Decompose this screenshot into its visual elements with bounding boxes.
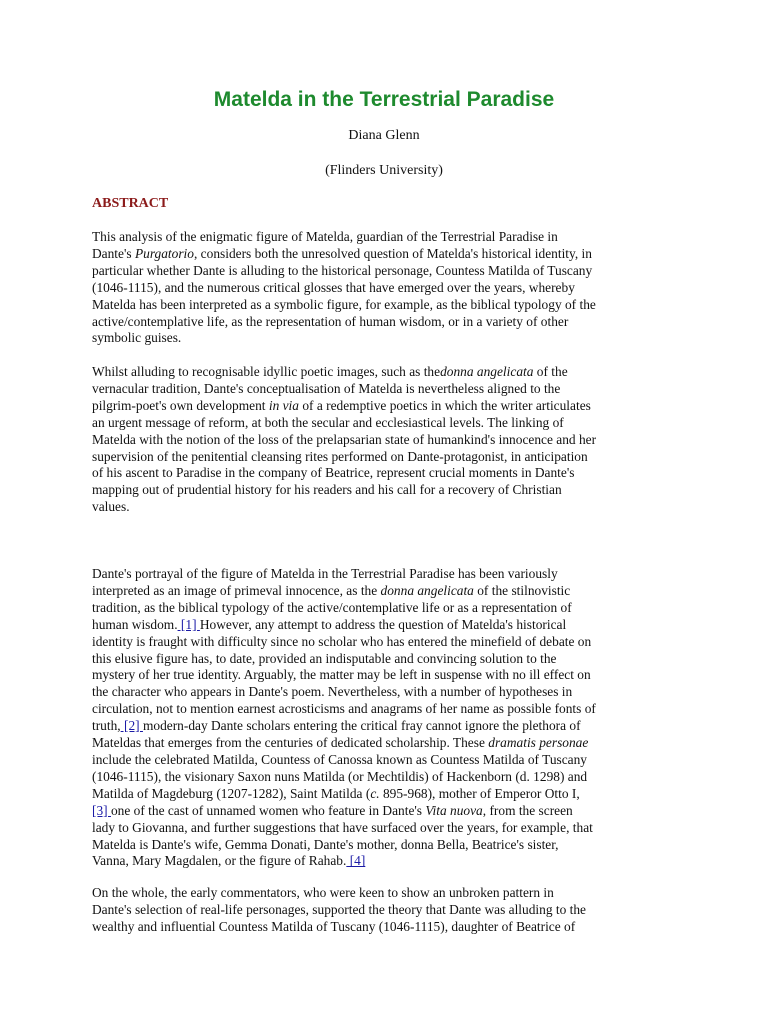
text-line (92, 853, 682, 870)
text-line (92, 330, 682, 347)
text-run: circulation, not to mention earnest acrosticisms and anagrams of her name as possible fonts of (92, 701, 596, 717)
text-line (92, 465, 682, 482)
text-run: values. (92, 499, 130, 515)
text-line (92, 803, 682, 820)
text-run: supervision of the penitential cleansing rites performed on Dante-protagonist, in anticipation (92, 448, 588, 464)
text-line (92, 651, 682, 668)
text-run: pilgrim-poet's own development (92, 397, 269, 413)
text-line (92, 885, 682, 902)
text-line (92, 600, 682, 617)
text-line (92, 499, 682, 516)
author-name: Diana Glenn (348, 128, 420, 143)
body-paragraph-2 (92, 885, 682, 936)
text-line (92, 398, 682, 415)
italic-text: dramatis personae (488, 735, 589, 751)
text-run: (1046-1115), the visionary Saxon nuns Matilda (or Mechtildis) of Hackenborn (d. 1298) and (92, 768, 588, 784)
text-run: of the (533, 364, 568, 379)
text-run: Matelda is Dante's wife, Gemma Donati, Dante's mother, donna Bella, Beatrice's sister, (92, 836, 559, 852)
text-line (92, 415, 682, 432)
text-run: active/contemplative life, as the representation of human wisdom, or in a variety of other (92, 313, 569, 329)
italic-text: donna angelicata (380, 582, 474, 598)
text-line (92, 297, 682, 314)
italic-text: Vita nuova (425, 802, 483, 818)
text-line (92, 617, 682, 634)
text-run: tradition, as the biblical typology of the active/contemplative life or as a representation of (92, 599, 572, 615)
text-line (92, 718, 682, 735)
abstract-paragraph-1 (92, 229, 682, 347)
abstract-heading: ABSTRACT (92, 196, 169, 211)
text-line (92, 902, 682, 919)
text-run: wealthy and influential Countess Matilda of Tuscany (1046-1115), daughter of Beatrice of (92, 918, 576, 934)
text-line (92, 246, 682, 263)
document-title: Matelda in the Terrestrial Paradise (213, 88, 555, 111)
text-line (92, 752, 682, 769)
text-line (92, 634, 682, 651)
text-run: (1046-1115), and the numerous critical glosses that have emerged over the years, whereby (92, 279, 575, 295)
text-run: of a redemptive poetics in which the writer articulates (298, 397, 591, 413)
text-line (92, 701, 682, 718)
text-line (92, 820, 682, 837)
text-run: vernacular tradition, Dante's conceptualisation of Matelda is nevertheless aligned to the (92, 380, 561, 396)
text-line (92, 837, 682, 854)
text-run: truth, (92, 718, 121, 734)
text-run: this elusive figure has, to date, provided an indisputable and convincing solution to the (92, 650, 557, 666)
author-affiliation: (Flinders University) (325, 163, 443, 178)
text-run: Mateldas that emerges from the centuries of dedicated scholarship. These (92, 735, 489, 751)
footnote-link[interactable]: [1] (177, 616, 200, 632)
text-line (92, 381, 682, 398)
text-line (92, 280, 682, 297)
text-line (92, 583, 682, 600)
text-line (92, 449, 682, 466)
italic-text: Purgatorio (134, 245, 194, 261)
abstract-paragraph-2 (92, 364, 682, 516)
text-run: Dante's selection of real-life personages, supported the theory that Dante was alluding to the (92, 901, 586, 917)
text-run: particular whether Dante is alluding to the historical personage, Countess Matilda of Tuscany (92, 262, 593, 278)
text-line (92, 919, 682, 936)
text-run: one of the cast of unnamed women who feature in Dante's (110, 802, 426, 818)
text-line (92, 263, 682, 280)
italic-text: in via (268, 397, 299, 413)
italic-text: donna angelicata (440, 364, 534, 379)
text-run: However, any attempt to address the question of Matelda's historical (199, 616, 567, 632)
text-run: Matelda with the notion of the loss of the prelapsarian state of humankind's innocence and her (92, 431, 597, 447)
text-line (92, 684, 682, 701)
text-run: , considers both the unresolved question of Matelda's historical identity, in (193, 245, 592, 261)
text-run: identity is fraught with difficulty since no scholar who has entered the minefield of debate on (92, 633, 592, 649)
text-run: mapping out of prudential history for his readers and his call for a recovery of Christian (92, 482, 562, 498)
text-run: of the stilnovistic (473, 582, 571, 598)
text-run: Whilst alluding to recognisable idyllic poetic images, such as the (92, 364, 441, 379)
text-run: the character who appears in Dante's poem. Nevertheless, with a number of hypotheses in (92, 684, 573, 700)
text-line (92, 566, 682, 583)
text-run: of his ascent to Paradise in the company of Beatrice, represent crucial moments in Dante's (92, 465, 575, 481)
text-line (92, 769, 682, 786)
text-line (92, 786, 682, 803)
text-run: mystery of her true identity. Arguably, the matter may be left in suspense with no ill effect on (92, 667, 591, 683)
text-line (92, 314, 682, 331)
footnote-link[interactable]: [4] (346, 853, 366, 869)
text-line (92, 432, 682, 449)
text-run: , from the screen (482, 802, 573, 818)
text-run: Dante's (92, 245, 135, 261)
text-run: symbolic guises. (92, 330, 182, 346)
text-run: Matilda of Magdeburg (1207-1282), Saint Matilda ( (92, 785, 371, 801)
text-line (92, 229, 682, 246)
text-run: On the whole, the early commentators, who were keen to show an unbroken pattern in (92, 885, 554, 900)
text-run: Vanna, Mary Magdalen, or the figure of Rahab. (92, 853, 347, 869)
text-run: Dante's portrayal of the figure of Matelda in the Terrestrial Paradise has been variously (92, 566, 558, 581)
text-run: 895-968), mother of Emperor Otto I, (379, 785, 580, 801)
text-run: This analysis of the enigmatic figure of Matelda, guardian of the Terrestrial Paradise in (92, 229, 558, 244)
text-run: human wisdom. (92, 616, 178, 632)
italic-text: c. (370, 785, 380, 801)
text-line (92, 364, 682, 381)
text-line (92, 667, 682, 684)
text-run: lady to Giovanna, and further suggestions that have surfaced over the years, for example, that (92, 819, 593, 835)
text-run: modern-day Dante scholars entering the critical fray cannot ignore the plethora of (142, 718, 581, 734)
text-line (92, 735, 682, 752)
text-line (92, 482, 682, 499)
footnote-link[interactable]: [3] (92, 802, 111, 818)
text-run: an urgent message of reform, at both the secular and ecclesiastical levels. The linking of (92, 414, 564, 430)
text-run: interpreted as an image of primeval innocence, as the (92, 582, 381, 598)
footnote-link[interactable]: [2] (120, 718, 143, 734)
text-run: Matelda has been interpreted as a symbolic figure, for example, as the biblical typology of the (92, 296, 596, 312)
body-paragraph-1 (92, 566, 682, 870)
text-run: include the celebrated Matilda, Countess of Canossa known as Countess Matilda of Tuscany (92, 751, 588, 767)
